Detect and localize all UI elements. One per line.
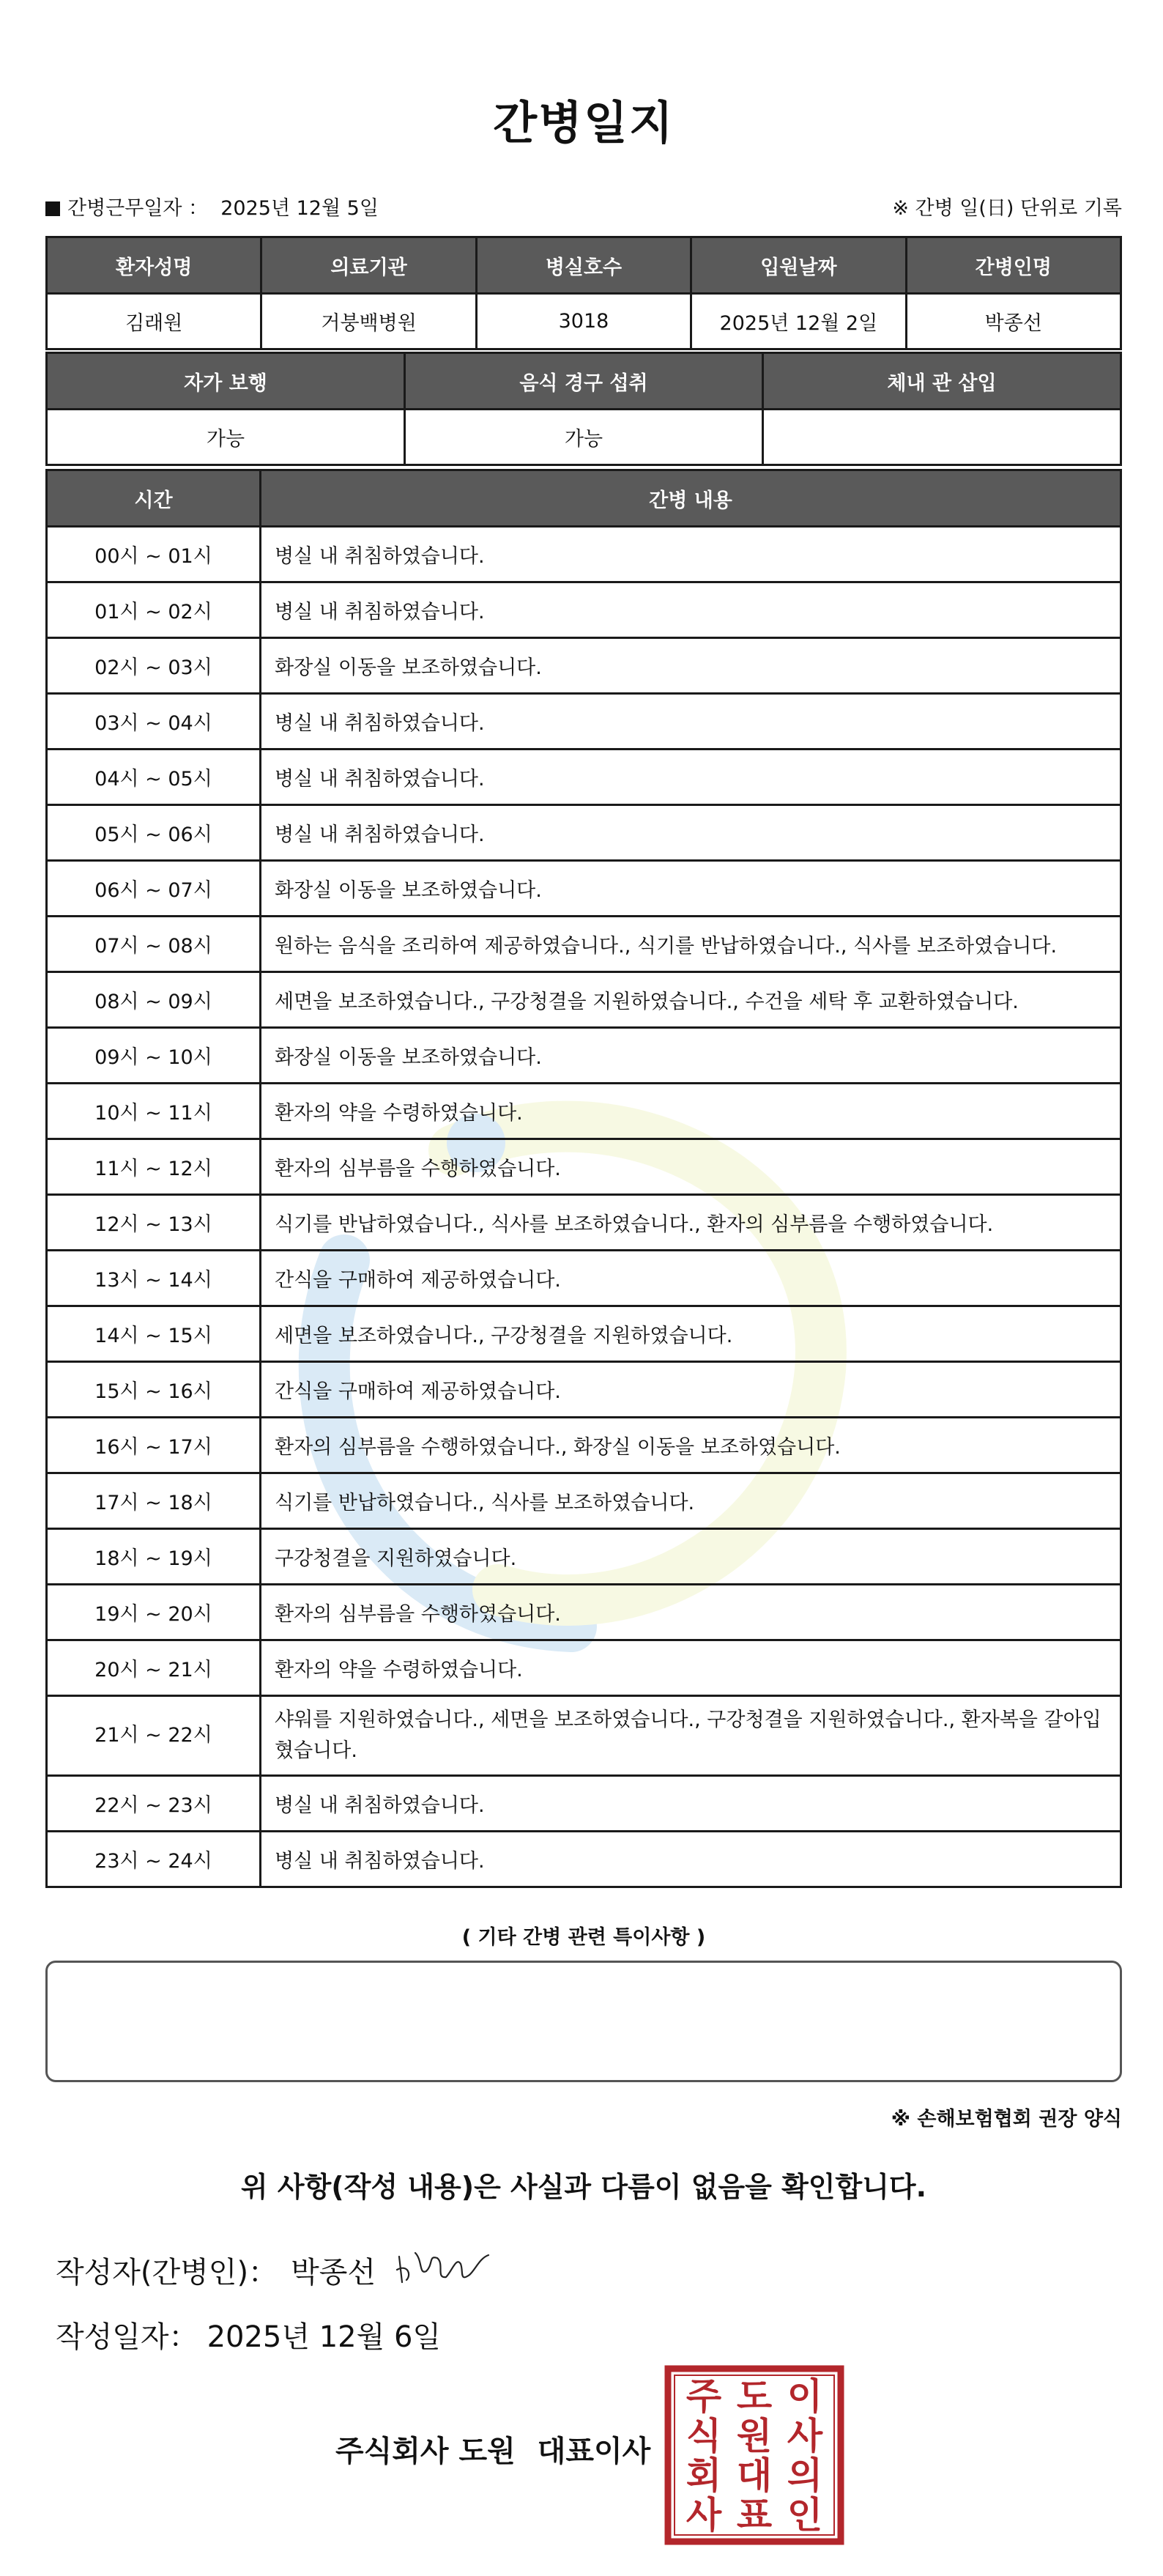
- log-time: 02시 ~ 03시: [47, 638, 261, 694]
- caregiver-name: 박종선: [906, 294, 1121, 349]
- log-content: 병실 내 취침하였습니다.: [261, 582, 1121, 638]
- header-institution: 의료기관: [261, 237, 476, 294]
- patient-name: 김래원: [47, 294, 261, 349]
- seal-character: 사: [787, 2415, 823, 2457]
- admission-date: 2025년 12월 2일: [691, 294, 906, 349]
- header-patient-name: 환자성명: [47, 237, 261, 294]
- seal-character: 이: [787, 2375, 823, 2418]
- institution: 거붕백병원: [261, 294, 476, 349]
- room-number: 3018: [476, 294, 691, 349]
- log-content: 병실 내 취침하였습니다.: [261, 694, 1121, 750]
- handwritten-signature: [393, 2242, 496, 2293]
- log-time: 11시 ~ 12시: [47, 1139, 261, 1195]
- log-content: 화장실 이동을 보조하였습니다.: [261, 1028, 1121, 1084]
- seal-character: 인: [787, 2494, 823, 2536]
- written-date-value: 2025년 12월 6일: [207, 2320, 442, 2354]
- log-time: 22시 ~ 23시: [47, 1776, 261, 1832]
- log-content: 식기를 반납하였습니다., 식사를 보조하였습니다., 환자의 심부름을 수행하였습니다.: [261, 1195, 1121, 1251]
- log-time: 19시 ~ 20시: [47, 1585, 261, 1640]
- seal-character: 회: [685, 2454, 722, 2497]
- table-row: [47, 1418, 1121, 1473]
- log-content: 식기를 반납하였습니다., 식사를 보조하였습니다.: [261, 1473, 1121, 1529]
- log-time: 14시 ~ 15시: [47, 1306, 261, 1362]
- header-room-number: 병실호수: [476, 237, 691, 294]
- log-time: 12시 ~ 13시: [47, 1195, 261, 1251]
- written-date-label: 작성일자：: [56, 2320, 198, 2354]
- table-row: [47, 1362, 1121, 1418]
- log-content: 원하는 음식을 조리하여 제공하였습니다., 식기를 반납하였습니다., 식사를 보조하였습니다.: [261, 917, 1121, 972]
- log-content: 환자의 심부름을 수행하였습니다.: [261, 1139, 1121, 1195]
- log-content: 환자의 약을 수령하였습니다.: [261, 1640, 1121, 1696]
- log-time: 15시 ~ 16시: [47, 1362, 261, 1418]
- page-title: 간병일지: [493, 96, 675, 149]
- table-row: [47, 638, 1121, 694]
- table-row: [47, 1776, 1121, 1832]
- header-tube-insertion: 체내 관 삽입: [763, 353, 1121, 410]
- table-row: [47, 1696, 1121, 1776]
- patient-value-row: [47, 294, 1121, 349]
- log-content: 환자의 약을 수령하였습니다.: [261, 1084, 1121, 1139]
- company-signature-line: [335, 2428, 650, 2470]
- table-row: [47, 1084, 1121, 1139]
- oral-intake: 가능: [405, 410, 763, 465]
- tube-insertion: [763, 410, 1121, 465]
- log-time: 08시 ~ 09시: [47, 972, 261, 1028]
- header-oral-intake: 음식 경구 섭취: [405, 353, 763, 410]
- log-body: [47, 527, 1121, 1887]
- log-content: 세면을 보조하였습니다., 구강청결을 지원하였습니다., 수건을 세탁 후 교환하였습니다.: [261, 972, 1121, 1028]
- table-row: [47, 972, 1121, 1028]
- company-name: 주식회사 도원: [335, 2435, 516, 2468]
- patient-info-table: [45, 236, 1122, 350]
- table-row: [47, 1195, 1121, 1251]
- header-time: 시간: [47, 470, 261, 527]
- log-content: 간식을 구매하여 제공하였습니다.: [261, 1362, 1121, 1418]
- log-content: 병실 내 취침하였습니다.: [261, 1832, 1121, 1887]
- table-row: [47, 805, 1121, 861]
- header-care-content: 간병 내용: [261, 470, 1121, 527]
- log-time: 23시 ~ 24시: [47, 1832, 261, 1887]
- header-admission-date: 입원날짜: [691, 237, 906, 294]
- table-row: [47, 750, 1121, 805]
- company-title: 대표이사: [537, 2435, 651, 2468]
- log-content: 샤워를 지원하였습니다., 세면을 보조하였습니다., 구강청결을 지원하였습니다., 환자복을 갈아입혔습니다.: [261, 1696, 1121, 1776]
- confirmation-statement: 위 사항(작성 내용)은 사실과 다름이 없음을 확인합니다.: [240, 2171, 927, 2203]
- header-self-walking: 자가 보행: [47, 353, 405, 410]
- seal-character: 식: [685, 2415, 722, 2457]
- log-content: 환자의 심부름을 수행하였습니다., 화장실 이동을 보조하였습니다.: [261, 1418, 1121, 1473]
- table-row: [47, 1306, 1121, 1362]
- log-header-row: [47, 470, 1121, 527]
- log-time: 05시 ~ 06시: [47, 805, 261, 861]
- seal-character: 도: [736, 2375, 773, 2418]
- log-content: 병실 내 취침하였습니다.: [261, 805, 1121, 861]
- ability-value-row: [47, 410, 1121, 465]
- company-seal: [664, 2365, 844, 2545]
- log-time: 03시 ~ 04시: [47, 694, 261, 750]
- writer-line: [56, 2249, 376, 2291]
- log-time: 20시 ~ 21시: [47, 1640, 261, 1696]
- log-time: 00시 ~ 01시: [47, 527, 261, 582]
- table-row: [47, 1139, 1121, 1195]
- log-content: 병실 내 취침하였습니다.: [261, 750, 1121, 805]
- log-time: 04시 ~ 05시: [47, 750, 261, 805]
- notes-title: ( 기타 간병 관련 특이사항 ): [461, 1926, 706, 1949]
- log-time: 06시 ~ 07시: [47, 861, 261, 917]
- work-date-row: [45, 192, 1122, 221]
- square-bullet-icon: [45, 201, 60, 216]
- record-note: ※ 간병 일(日) 단위로 기록: [892, 197, 1122, 220]
- written-date-line: [56, 2314, 441, 2355]
- log-time: 18시 ~ 19시: [47, 1529, 261, 1585]
- work-date-value: 2025년 12월 5일: [220, 197, 379, 220]
- table-row: [47, 1529, 1121, 1585]
- log-time: 09시 ~ 10시: [47, 1028, 261, 1084]
- table-row: [47, 861, 1121, 917]
- table-row: [47, 527, 1121, 582]
- log-content: 간식을 구매하여 제공하였습니다.: [261, 1251, 1121, 1306]
- log-content: 화장실 이동을 보조하였습니다.: [261, 638, 1121, 694]
- writer-name: 박종선: [291, 2256, 376, 2290]
- log-time: 17시 ~ 18시: [47, 1473, 261, 1529]
- log-time: 13시 ~ 14시: [47, 1251, 261, 1306]
- work-date-label: 간병근무일자 ：: [67, 197, 209, 220]
- ability-table: [45, 352, 1122, 466]
- table-row: [47, 1640, 1121, 1696]
- seal-character: 원: [736, 2415, 773, 2457]
- self-walking: 가능: [47, 410, 405, 465]
- patient-header-row: [47, 237, 1121, 294]
- log-time: 16시 ~ 17시: [47, 1418, 261, 1473]
- header-caregiver-name: 간병인명: [906, 237, 1121, 294]
- log-content: 환자의 심부름을 수행하였습니다.: [261, 1585, 1121, 1640]
- table-row: [47, 1832, 1121, 1887]
- log-time: 10시 ~ 11시: [47, 1084, 261, 1139]
- log-content: 세면을 보조하였습니다., 구강청결을 지원하였습니다.: [261, 1306, 1121, 1362]
- table-row: [47, 1251, 1121, 1306]
- log-content: 화장실 이동을 보조하였습니다.: [261, 861, 1121, 917]
- writer-label: 작성자(간병인)：: [56, 2256, 278, 2290]
- table-row: [47, 582, 1121, 638]
- table-row: [47, 1585, 1121, 1640]
- care-log-table: [45, 469, 1122, 1888]
- seal-character: 주: [685, 2375, 722, 2418]
- table-row: [47, 694, 1121, 750]
- notes-box: [45, 1961, 1122, 2082]
- log-content: 구강청결을 지원하였습니다.: [261, 1529, 1121, 1585]
- seal-character: 의: [787, 2454, 823, 2497]
- table-row: [47, 1473, 1121, 1529]
- log-content: 병실 내 취침하였습니다.: [261, 1776, 1121, 1832]
- form-source-note: ※ 손해보험협회 권장 양식: [891, 2108, 1122, 2131]
- table-row: [47, 917, 1121, 972]
- log-time: 21시 ~ 22시: [47, 1696, 261, 1776]
- log-content: 병실 내 취침하였습니다.: [261, 527, 1121, 582]
- ability-header-row: [47, 353, 1121, 410]
- table-row: [47, 1028, 1121, 1084]
- work-date: [45, 192, 379, 221]
- log-time: 01시 ~ 02시: [47, 582, 261, 638]
- seal-character: 표: [736, 2494, 773, 2536]
- seal-character: 사: [685, 2494, 722, 2536]
- seal-character: 대: [736, 2454, 773, 2497]
- log-time: 07시 ~ 08시: [47, 917, 261, 972]
